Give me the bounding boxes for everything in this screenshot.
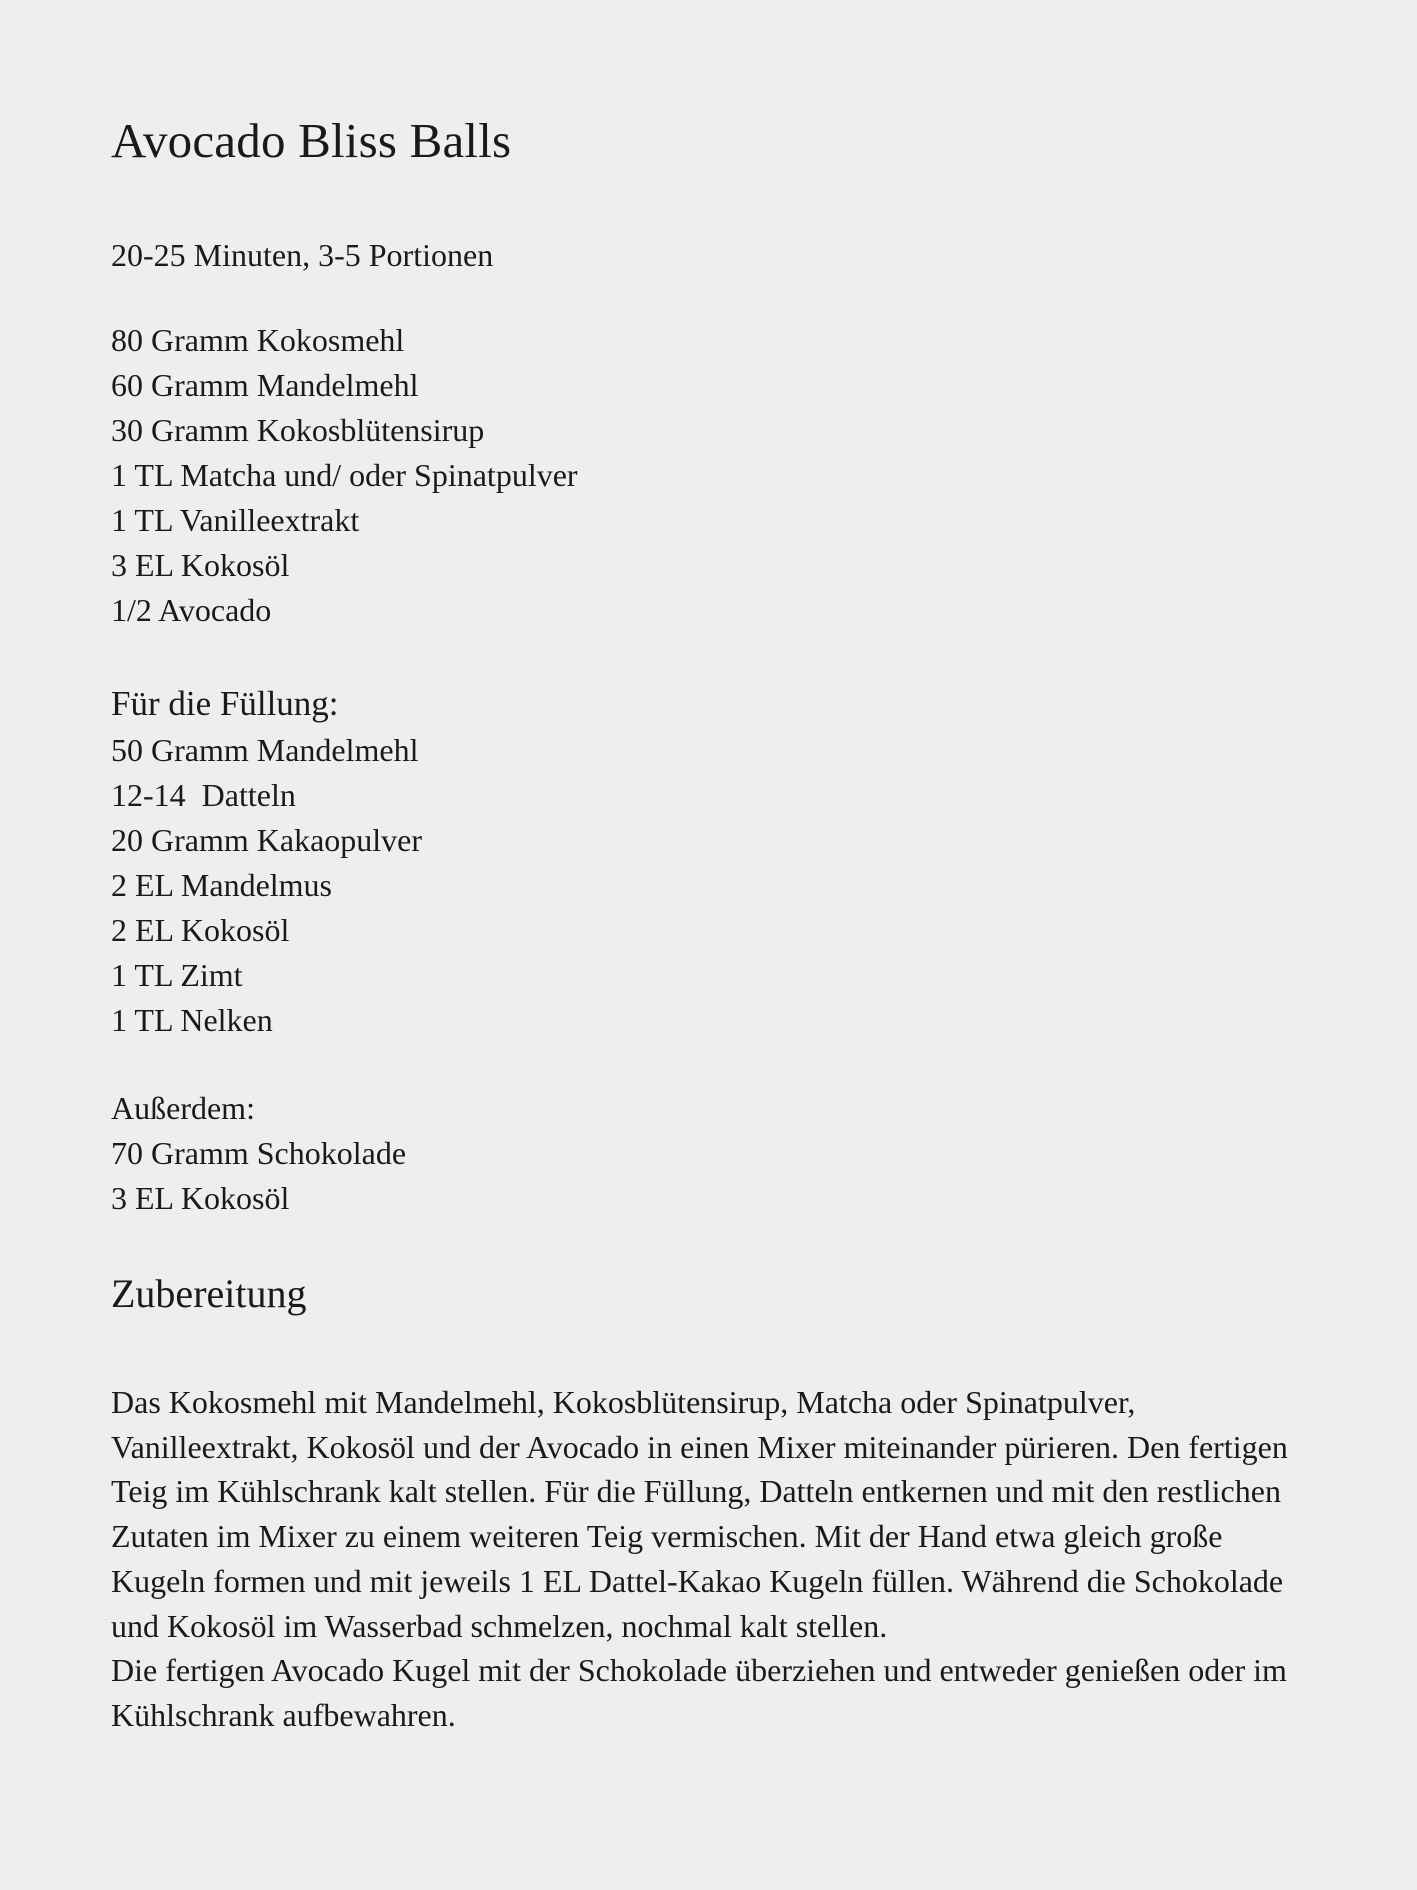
filling-ingredient-item: 12-14 Datteln	[111, 777, 296, 813]
filling-ingredient-item: 50 Gramm Mandelmehl	[111, 732, 419, 768]
filling-heading: Für die Füllung:	[111, 684, 339, 723]
preparation-heading: Zubereitung	[111, 1271, 307, 1316]
preparation-paragraph: Das Kokosmehl mit Mandelmehl, Kokosblütensirup, Matcha oder Spinatpulver, Vanilleextrakt, Kokosöl und der Avocado in einen Mixer miteinander pürieren. Den fertigen Teig im Kühlschrank kalt stellen. Für die Füllung, Datteln entkernen und mit den restlichen Zutaten im Mixer zu einem weiteren Teig vermischen. Mit der Hand etwa gleich große Kugeln formen und mit jeweils 1 EL Dattel-Kakao Kugeln füllen. Während die Schokolade und Kokosöl im Wasserbad schmelzen, nochmal kalt stellen.	[111, 1384, 1288, 1644]
filling-ingredient-item: 1 TL Nelken	[111, 1002, 273, 1038]
ingredient-item: 3 EL Kokosöl	[111, 547, 290, 583]
extra-ingredient-item: 3 EL Kokosöl	[111, 1180, 290, 1216]
ingredient-item: 1 TL Vanilleextrakt	[111, 502, 360, 538]
extra-ingredient-list	[111, 1086, 406, 1221]
ingredient-item: 30 Gramm Kokosblütensirup	[111, 412, 485, 448]
recipe-meta: 20-25 Minuten, 3-5 Portionen	[111, 237, 494, 273]
recipe-title: Avocado Bliss Balls	[111, 113, 512, 168]
ingredient-item: 1 TL Matcha und/ oder Spinatpulver	[111, 457, 578, 493]
extras-heading: Außerdem:	[111, 1090, 255, 1126]
filling-ingredient-item: 2 EL Kokosöl	[111, 912, 290, 948]
preparation-paragraph: Die fertigen Avocado Kugel mit der Schokolade überziehen und entweder genießen oder im Kühlschrank aufbewahren.	[111, 1652, 1287, 1733]
filling-ingredient-item: 2 EL Mandelmus	[111, 867, 332, 903]
ingredient-item: 1/2 Avocado	[111, 592, 272, 628]
ingredient-item: 60 Gramm Mandelmehl	[111, 367, 419, 403]
extra-ingredient-item: 70 Gramm Schokolade	[111, 1135, 407, 1171]
filling-ingredient-item: 20 Gramm Kakaopulver	[111, 822, 423, 858]
ingredient-item: 80 Gramm Kokosmehl	[111, 322, 405, 358]
ingredient-list	[111, 318, 578, 633]
filling-ingredient-item: 1 TL Zimt	[111, 957, 243, 993]
preparation-text	[111, 1380, 1321, 1738]
filling-ingredient-list	[111, 680, 422, 1043]
